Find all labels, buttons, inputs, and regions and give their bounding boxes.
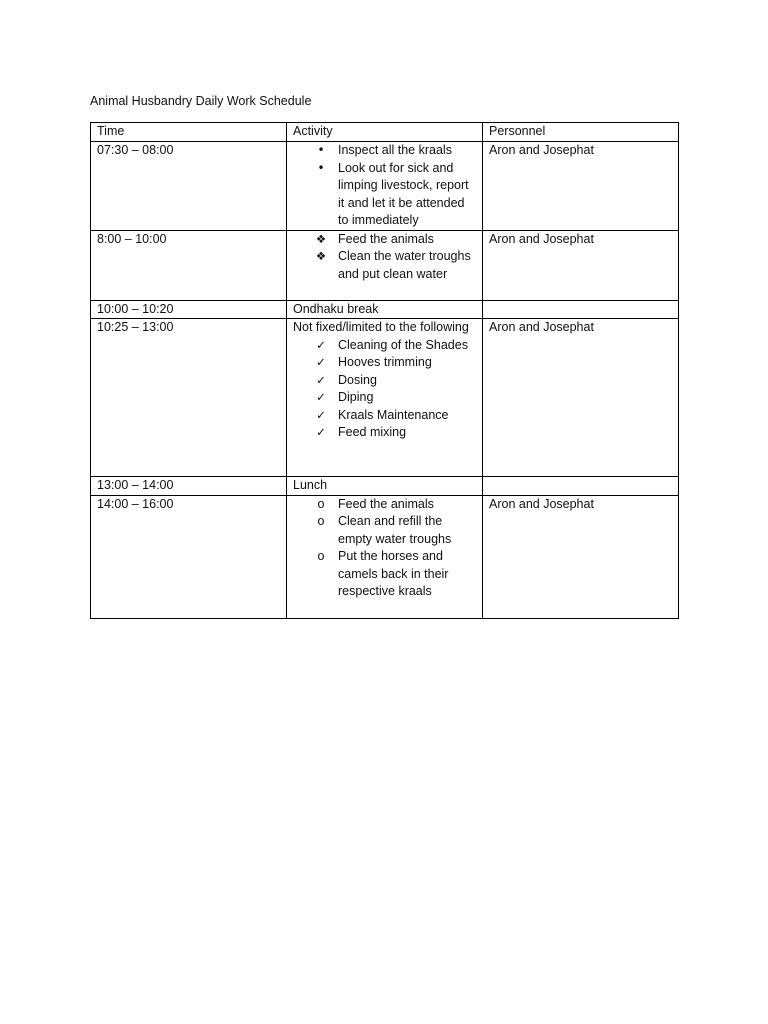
activity-text: Inspect all the kraals [338, 143, 452, 157]
list-item [293, 548, 476, 601]
activity-text: Put the horses and camels back in their respective kraals [338, 549, 449, 598]
personnel-cell: Aron and Josephat [483, 230, 679, 300]
activity-intro: Not fixed/limited to the following [293, 320, 469, 334]
activity-cell [287, 495, 483, 618]
circle-bullet-icon: o [317, 514, 325, 528]
activity-text: Feed the animals [338, 496, 434, 511]
schedule-table [90, 122, 679, 619]
diamond-bullet-icon: ❖ [315, 249, 327, 263]
activity-text: Feed mixing [338, 425, 407, 439]
table-row [91, 319, 679, 477]
time-cell: 07:30 – 08:00 [91, 142, 287, 231]
list-item [293, 231, 476, 249]
bullet-icon: • [317, 143, 325, 157]
checkmark-icon: ✓ [316, 355, 326, 369]
list-item [293, 372, 476, 390]
circle-bullet-icon: o [317, 549, 325, 563]
activity-text: Hooves trimming [338, 355, 432, 369]
personnel-cell [483, 477, 679, 496]
header-personnel: Personnel [483, 123, 679, 142]
circle-bullet-icon: o [317, 496, 325, 511]
activity-list [293, 496, 476, 601]
checkmark-icon: ✓ [316, 425, 326, 439]
personnel-cell: Aron and Josephat [483, 142, 679, 231]
activity-cell [287, 230, 483, 300]
list-item [293, 424, 476, 442]
activity-text: Dosing [338, 372, 377, 387]
activity-text: Clean the water troughs and put clean water [338, 249, 471, 281]
time-cell: 13:00 – 14:00 [91, 477, 287, 496]
activity-cell [287, 319, 483, 477]
header-time: Time [91, 123, 287, 142]
personnel-cell: Aron and Josephat [483, 319, 679, 477]
personnel-cell: Aron and Josephat [483, 495, 679, 618]
activity-text: Diping [338, 390, 374, 404]
time-cell: 14:00 – 16:00 [91, 495, 287, 618]
list-item [293, 513, 476, 548]
list-item [293, 407, 476, 425]
personnel-cell [483, 300, 679, 319]
bullet-icon: • [317, 160, 325, 175]
activity-cell [287, 142, 483, 231]
checkmark-icon: ✓ [316, 337, 326, 352]
activity-list [293, 337, 476, 442]
time-cell: 10:25 – 13:00 [91, 319, 287, 477]
activity-text: Cleaning of the Shades [338, 337, 468, 352]
activity-list [293, 142, 476, 230]
page-title: Animal Husbandry Daily Work Schedule [90, 94, 312, 108]
activity-list [293, 231, 476, 284]
checkmark-icon: ✓ [316, 407, 326, 422]
list-item [293, 248, 476, 283]
list-item [293, 496, 476, 514]
activity-cell: Ondhaku break [287, 300, 483, 319]
table-row [91, 230, 679, 300]
list-item [293, 389, 476, 407]
activity-text: Clean and refill the empty water troughs [338, 514, 452, 546]
checkmark-icon: ✓ [316, 390, 326, 404]
diamond-bullet-icon: ❖ [315, 231, 327, 246]
table-row [91, 142, 679, 231]
list-item [293, 354, 476, 372]
list-item [293, 160, 476, 230]
checkmark-icon: ✓ [316, 372, 326, 387]
header-activity: Activity [287, 123, 483, 142]
list-item [293, 337, 476, 355]
list-item [293, 142, 476, 160]
activity-text: Look out for sick and limping livestock, report it and let it be attended to immediately [338, 160, 469, 227]
time-cell: 10:00 – 10:20 [91, 300, 287, 319]
table-header-row [91, 123, 679, 142]
table-row [91, 300, 679, 319]
table-row [91, 495, 679, 618]
activity-text: Kraals Maintenance [338, 407, 449, 422]
activity-cell: Lunch [287, 477, 483, 496]
activity-text: Feed the animals [338, 231, 434, 246]
table-row [91, 477, 679, 496]
time-cell: 8:00 – 10:00 [91, 230, 287, 300]
